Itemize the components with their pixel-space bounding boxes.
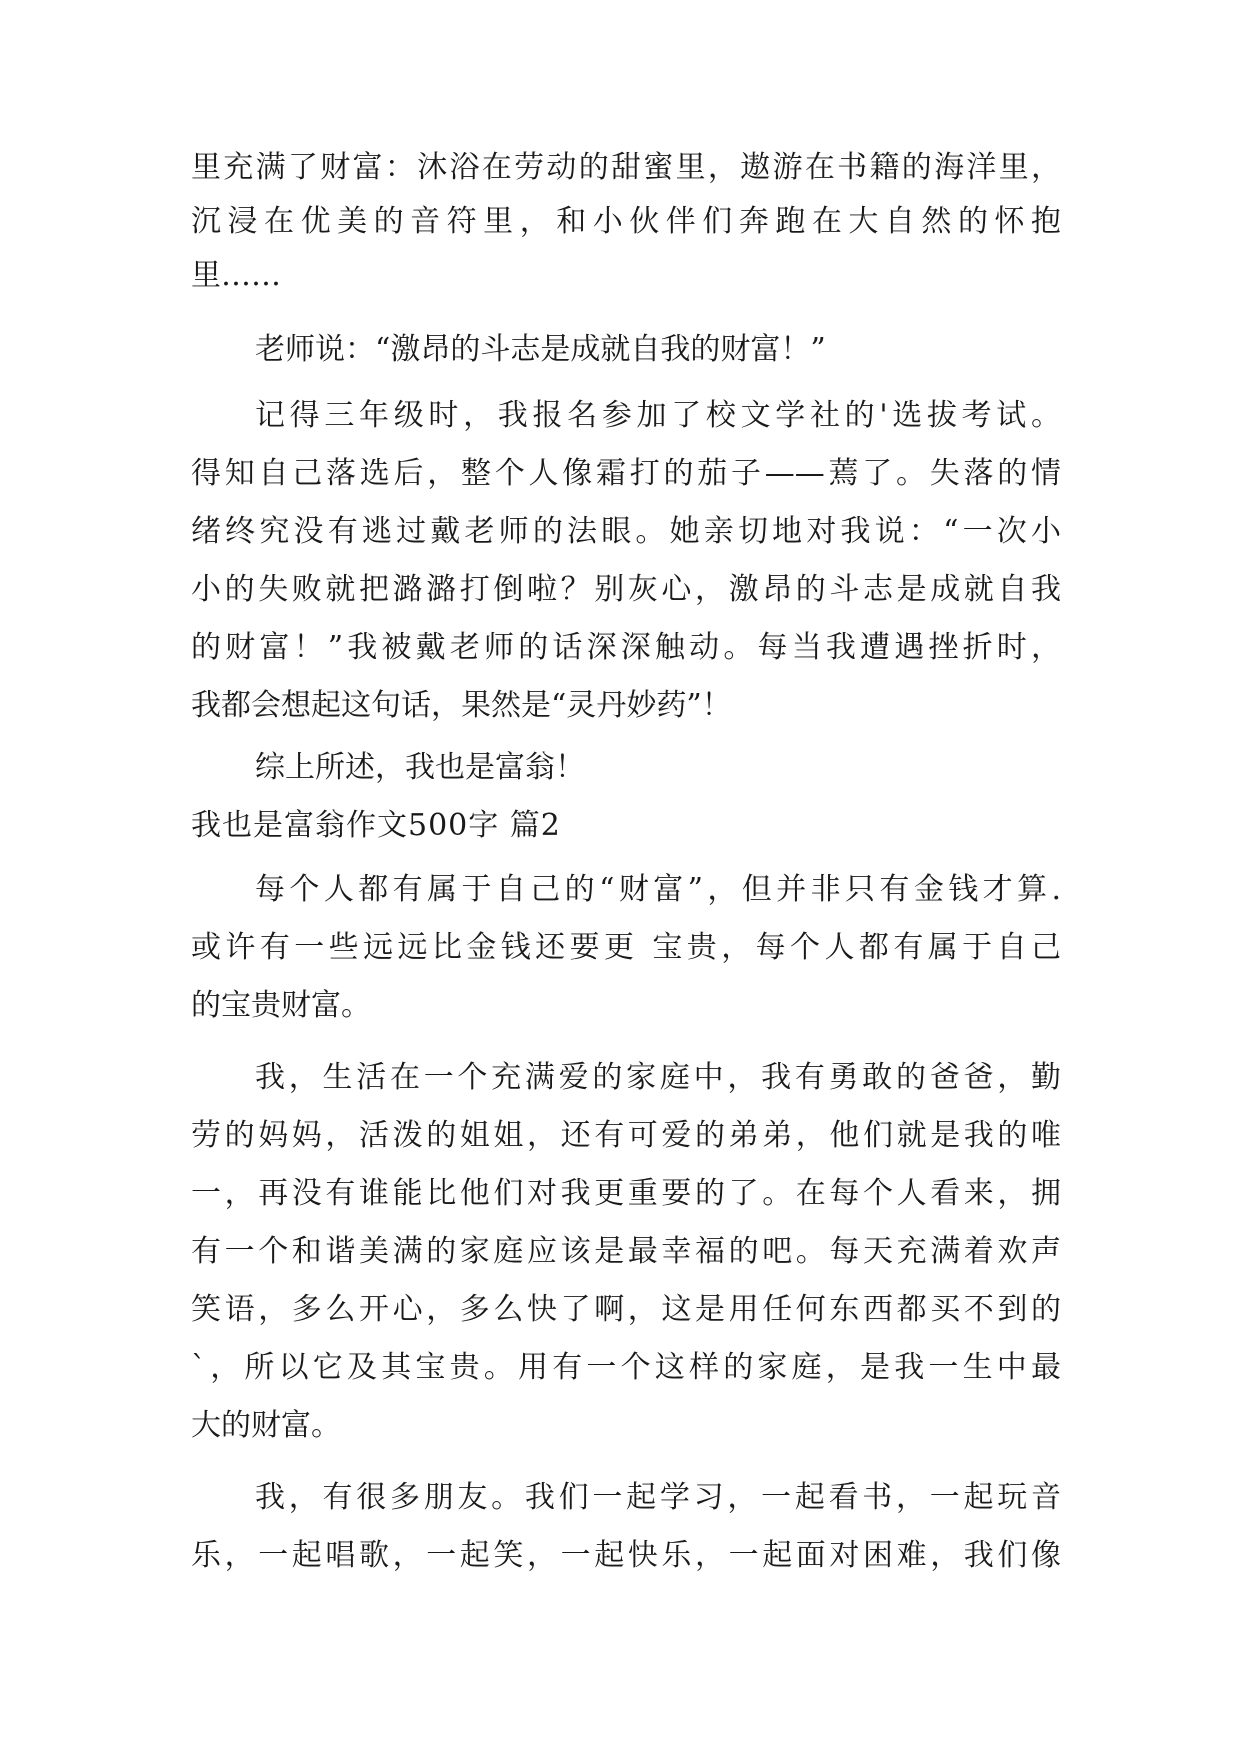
text-line-8: 小的失败就把潞潞打倒啦？别灰心，激昂的斗志是成就自我 [191, 572, 1061, 607]
text-line-18: 一，再没有谁能比他们对我更重要的了。在每个人看来，拥 [191, 1176, 1061, 1211]
text-line-6: 得知自己落选后，整个人像霜打的茄子——蔫了。失落的情 [191, 456, 1061, 491]
section-heading: 我也是富翁作文500字 篇2 [191, 808, 561, 843]
text-line-5: 记得三年级时，我报名参加了校文学社的'选拔考试。 [255, 398, 1061, 433]
text-line-22: 大的财富。 [191, 1408, 341, 1443]
text-line-4: 老师说：“激昂的斗志是成就自我的财富！” [255, 332, 826, 367]
text-line-1: 里充满了财富：沐浴在劳动的甜蜜里，遨游在书籍的海洋里， [191, 150, 1061, 185]
text-line-23: 我，有很多朋友。我们一起学习，一起看书，一起玩音 [255, 1480, 1061, 1515]
text-line-10: 我都会想起这句话，果然是“灵丹妙药”！ [191, 688, 732, 723]
text-line-20: 笑语，多么开心，多么快了啊，这是用任何东西都买不到的 [191, 1292, 1061, 1327]
text-line-24: 乐，一起唱歌，一起笑，一起快乐，一起面对困难，我们像 [191, 1538, 1061, 1573]
text-line-16: 我，生活在一个充满爱的家庭中，我有勇敢的爸爸，勤 [255, 1060, 1061, 1095]
text-line-11: 综上所述，我也是富翁！ [255, 750, 585, 785]
text-line-17: 劳的妈妈，活泼的姐姐，还有可爱的弟弟，他们就是我的唯 [191, 1118, 1061, 1153]
text-line-14: 或许有一些远远比金钱还要更 宝贵，每个人都有属于自己 [191, 930, 1061, 965]
text-line-15: 的宝贵财富。 [191, 988, 371, 1023]
text-line-7: 绪终究没有逃过戴老师的法眼。她亲切地对我说：“一次小 [191, 514, 1061, 549]
text-line-9: 的财富！”我被戴老师的话深深触动。每当我遭遇挫折时， [191, 630, 1061, 665]
text-line-13: 每个人都有属于自己的“财富”，但并非只有金钱才算. [255, 872, 1061, 907]
text-line-3: 里…… [191, 258, 281, 293]
text-line-19: 有一个和谐美满的家庭应该是最幸福的吧。每天充满着欢声 [191, 1234, 1061, 1269]
text-line-21: `，所以它及其宝贵。用有一个这样的家庭，是我一生中最 [191, 1350, 1061, 1385]
text-line-2: 沉浸在优美的音符里，和小伙伴们奔跑在大自然的怀抱 [191, 204, 1061, 239]
